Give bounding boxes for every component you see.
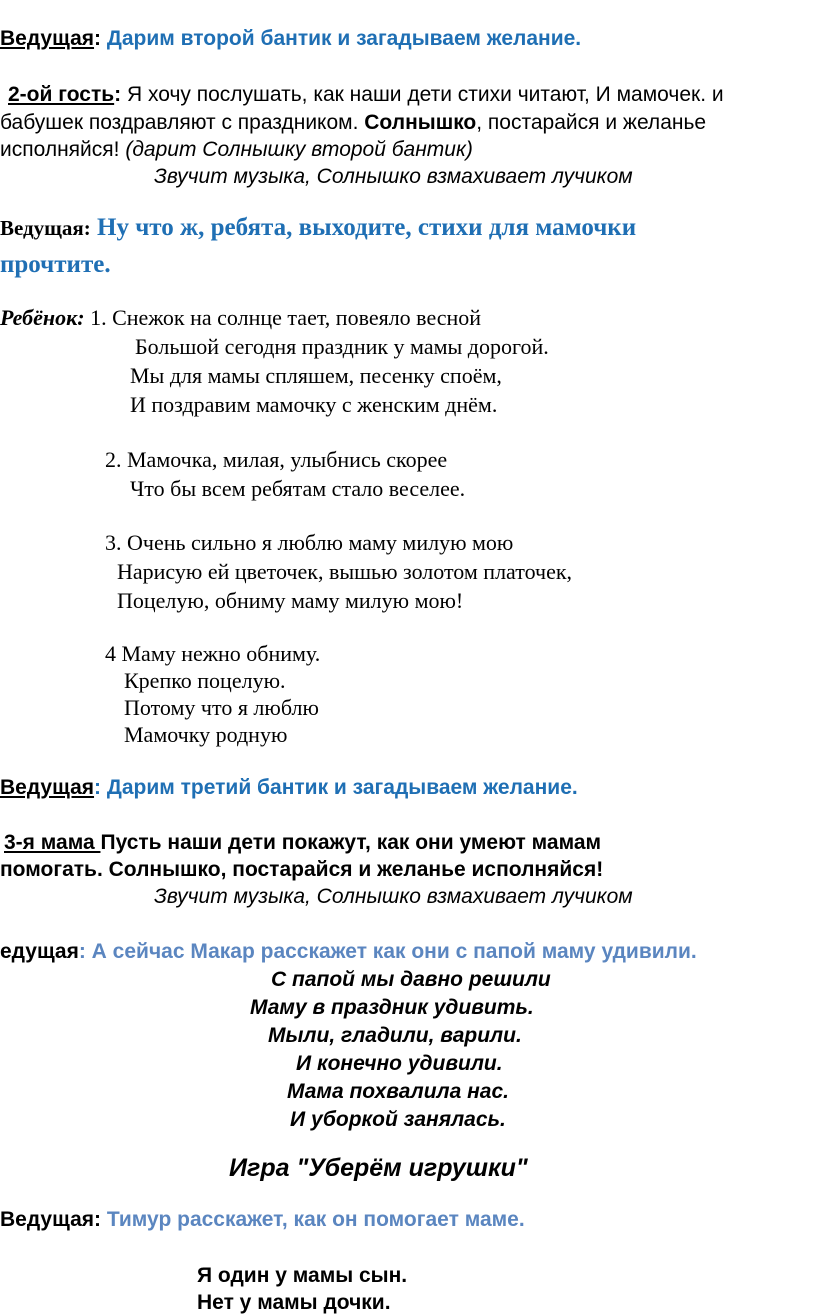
poem-line: И поздравим мамочку с женским днём. (130, 392, 498, 417)
guest2-line-1 (8, 83, 724, 107)
guest2-line-2 (0, 111, 706, 135)
speaker-label: 3-я мама (4, 831, 101, 854)
poem-line: Мамочку родную (124, 722, 288, 747)
guest2-text: , постарайся и желанье (476, 111, 707, 134)
host-speech: Дарим второй бантик и загадываем желание. (101, 27, 582, 50)
host-speech: Ну что ж, ребята, выходите, стихи для мамочки (90, 214, 637, 241)
poem-line: Нет у мамы дочки. (197, 1291, 391, 1314)
host-speech: Тимур расскажет, как он помогает маме. (101, 1208, 525, 1231)
poem-line: 4 Маму нежно обниму. (105, 641, 321, 666)
poem-line: Мыли, гладили, варили. (268, 1024, 522, 1047)
poem-line: Маму в праздник удивить. (250, 996, 534, 1019)
poem-line: Большой сегодня праздник у мамы дорогой. (135, 334, 549, 359)
host-line-1 (0, 27, 581, 51)
poem-line: Потому что я люблю (124, 695, 319, 720)
host-line-5 (0, 1208, 525, 1232)
host-speech-cont: прочтите. (0, 251, 111, 278)
speaker-label: Ведущая (0, 776, 95, 799)
poem-line: Нарисую ей цветочек, вышью золотом платочек, (117, 559, 573, 584)
guest2-text: исполняйся! (0, 138, 126, 161)
host-line-4 (0, 940, 697, 964)
host-speech: : Дарим третий бантик и загадываем желание. (94, 776, 578, 799)
mom3-line-1 (4, 831, 601, 855)
stage-direction: Звучит музыка, Солнышко взмахивает лучиком (154, 885, 633, 908)
poem-line: И уборкой занялась. (290, 1108, 506, 1131)
poem-line: Я один у мамы сын. (197, 1264, 408, 1287)
guest2-text: бабушек поздравляют с праздником. (0, 111, 365, 134)
host-line-2 (0, 214, 636, 242)
speaker-colon: : (114, 83, 122, 106)
speaker-label: Ведущая: (0, 1208, 102, 1231)
mom3-line-2: помогать. Солнышко, постарайся и желанье исполняйся! (0, 858, 604, 881)
speaker-label: Ведущая: (0, 216, 91, 240)
poem-line: С папой мы давно решили (271, 968, 551, 991)
speaker-label: 2-ой гость (8, 83, 115, 106)
guest2-speech: Я хочу послушать, как наши дети стихи читают, И мамочек. и (121, 83, 724, 106)
poem-line: Поцелую, обниму маму милую мою! (117, 588, 464, 613)
stage-direction: Звучит музыка, Солнышко взмахивает лучиком (154, 165, 633, 188)
poem-line (0, 305, 481, 331)
poem-line: 2. Мамочка, милая, улыбнись скорее (105, 447, 448, 472)
speaker-label: Ребёнок: (0, 305, 85, 330)
poem-line: И конечно удивили. (296, 1052, 503, 1075)
poem-line: Крепко поцелую. (124, 668, 286, 693)
speaker-label: Ведущая (0, 27, 95, 50)
poem-line: Что бы всем ребятам стало веселее. (130, 476, 466, 501)
poem-line: 3. Очень сильно я люблю маму милую мою (105, 530, 514, 555)
poem-line: Мы для мамы спляшем, песенку споём, (130, 363, 502, 388)
game-title: Игра "Уберём игрушки" (229, 1154, 528, 1182)
guest2-line-3 (0, 138, 473, 162)
poem-text: 1. Снежок на солнце тает, повеяло весной (84, 305, 482, 330)
stage-direction: (дарит Солнышку второй бантик) (125, 138, 473, 161)
mom3-speech: Пусть наши дети покажут, как они умеют мамам (100, 831, 602, 854)
poem-line: Мама похвалила нас. (287, 1080, 509, 1103)
speaker-label: едущая (0, 940, 79, 963)
sun-name: Солнышко (364, 111, 477, 134)
speaker-colon: : (94, 27, 102, 50)
host-speech: : А сейчас Макар расскажет как они с папой маму удивили. (78, 940, 697, 963)
host-line-3 (0, 776, 578, 800)
